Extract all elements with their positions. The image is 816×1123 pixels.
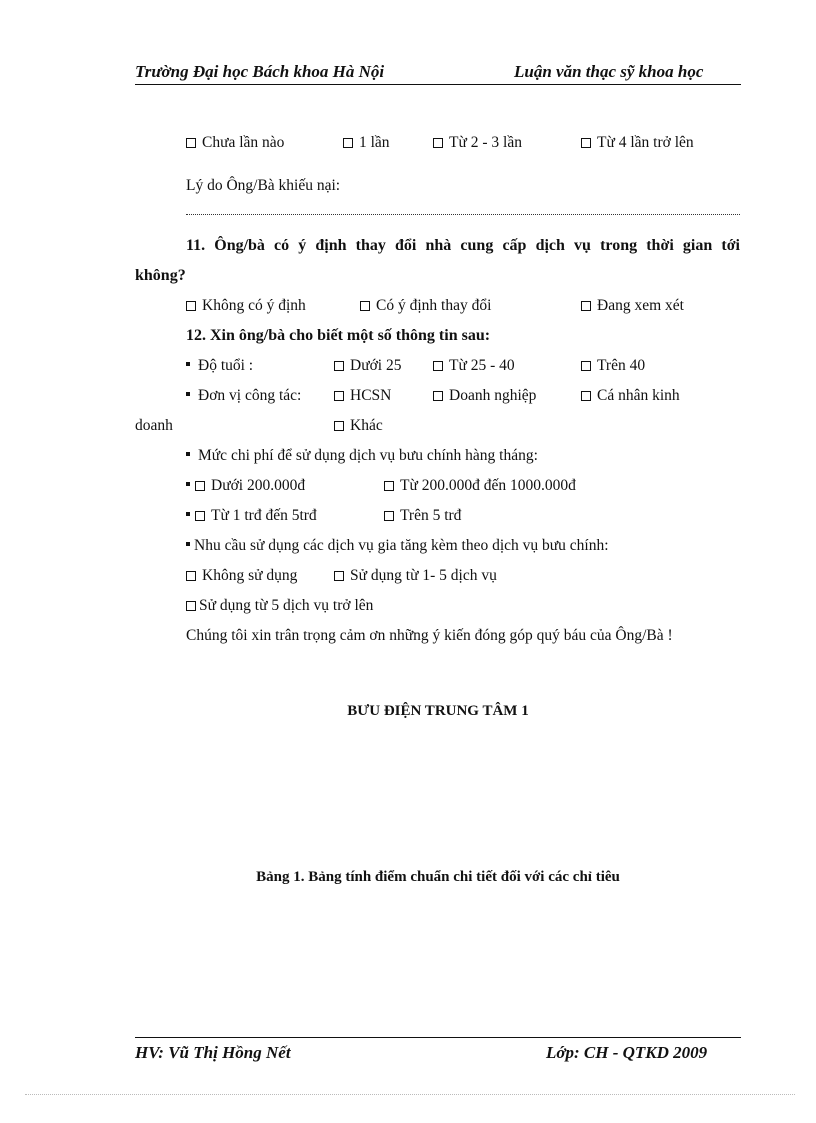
- option-workplace-hcsn[interactable]: HCSN: [334, 387, 391, 405]
- checkbox-icon: [334, 421, 344, 431]
- option-cost-1-5m[interactable]: Từ 1 trđ đến 5trđ: [186, 507, 317, 525]
- option-2-3-times[interactable]: Từ 2 - 3 lần: [433, 134, 522, 152]
- footer-rule: [135, 1037, 741, 1038]
- bullet-icon: [186, 512, 190, 516]
- checkbox-icon: [186, 138, 196, 148]
- workplace-label: Đơn vị công tác:: [186, 387, 301, 405]
- option-workplace-enterprise[interactable]: Doanh nghiệp: [433, 387, 536, 405]
- checkbox-icon: [195, 481, 205, 491]
- option-considering[interactable]: Đang xem xét: [581, 297, 684, 315]
- bullet-icon: [186, 542, 190, 546]
- footer-class: Lớp: CH - QTKD 2009: [546, 1043, 708, 1062]
- checkbox-icon: [433, 391, 443, 401]
- option-addon-none[interactable]: Không sử dụng: [186, 567, 297, 585]
- page-bottom-border: [25, 1094, 795, 1095]
- checkbox-icon: [195, 511, 205, 521]
- option-no-intention[interactable]: Không có ý định: [186, 297, 306, 315]
- cost-label: Mức chi phí để sử dụng dịch vụ bưu chính hàng tháng:: [186, 447, 538, 465]
- header-thesis-type: Luận văn thạc sỹ khoa học: [514, 62, 704, 81]
- option-4-plus-times[interactable]: Từ 4 lần trở lên: [581, 134, 694, 152]
- checkbox-icon: [343, 138, 353, 148]
- checkbox-icon: [360, 301, 370, 311]
- option-addon-1-5[interactable]: Sử dụng từ 1- 5 dịch vụ: [334, 567, 497, 585]
- option-cost-200k-1m[interactable]: Từ 200.000đ đến 1000.000đ: [384, 477, 576, 495]
- bullet-icon: [186, 482, 190, 486]
- option-addon-5-plus[interactable]: Sử dụng từ 5 dịch vụ trở lên: [186, 597, 373, 615]
- bullet-icon: [186, 452, 190, 456]
- option-cost-over-5m[interactable]: Trên 5 trđ: [384, 507, 461, 525]
- complaint-reason-label: Lý do Ông/Bà khiếu nại:: [186, 177, 341, 194]
- option-workplace-other[interactable]: Khác: [334, 417, 383, 435]
- footer-student: HV: Vũ Thị Hồng Nết: [135, 1043, 291, 1062]
- complaint-reason-input-line[interactable]: [186, 214, 740, 215]
- header-school: Trường Đại học Bách khoa Hà Nội: [135, 62, 385, 81]
- checkbox-icon: [581, 301, 591, 311]
- option-workplace-individual[interactable]: Cá nhân kinh: [581, 387, 680, 405]
- bullet-icon: [186, 392, 190, 396]
- option-once[interactable]: 1 lần: [343, 134, 390, 152]
- option-never[interactable]: Chưa lần nào: [186, 134, 284, 152]
- checkbox-icon: [433, 361, 443, 371]
- option-age-over-40[interactable]: Trên 40: [581, 357, 645, 375]
- checkbox-icon: [334, 361, 344, 371]
- question-12: 12. Xin ông/bà cho biết một số thông tin sau:: [186, 327, 491, 344]
- question-11: 11. Ông/bà có ý định thay đổi nhà cung cấp dịch vụ trong thời gian tới: [186, 237, 740, 254]
- age-label: Độ tuổi :: [186, 357, 253, 375]
- checkbox-icon: [186, 571, 196, 581]
- option-age-25-40[interactable]: Từ 25 - 40: [433, 357, 515, 375]
- checkbox-icon: [334, 571, 344, 581]
- table-caption: Bảng 1. Bảng tính điểm chuẩn chi tiết đối với các chỉ tiêu: [256, 869, 620, 885]
- addon-label: Nhu cầu sử dụng các dịch vụ gia tăng kèm theo dịch vụ bưu chính:: [186, 537, 609, 555]
- checkbox-icon: [433, 138, 443, 148]
- bullet-icon: [186, 362, 190, 366]
- checkbox-icon: [384, 481, 394, 491]
- option-age-under-25[interactable]: Dưới 25: [334, 357, 401, 375]
- option-intend-change[interactable]: Có ý định thay đổi: [360, 297, 491, 315]
- option-cost-under-200k[interactable]: Dưới 200.000đ: [186, 477, 305, 495]
- workplace-wrap-text: doanh: [135, 417, 173, 434]
- question-11-cont: không?: [135, 267, 186, 284]
- checkbox-icon: [581, 391, 591, 401]
- organization-name: BƯU ĐIỆN TRUNG TÂM 1: [347, 703, 529, 719]
- checkbox-icon: [186, 601, 196, 611]
- thanks-text: Chúng tôi xin trân trọng cảm ơn những ý kiến đóng góp quý báu của Ông/Bà !: [186, 627, 673, 644]
- checkbox-icon: [581, 361, 591, 371]
- checkbox-icon: [581, 138, 591, 148]
- header-rule: [135, 84, 741, 85]
- checkbox-icon: [384, 511, 394, 521]
- checkbox-icon: [334, 391, 344, 401]
- checkbox-icon: [186, 301, 196, 311]
